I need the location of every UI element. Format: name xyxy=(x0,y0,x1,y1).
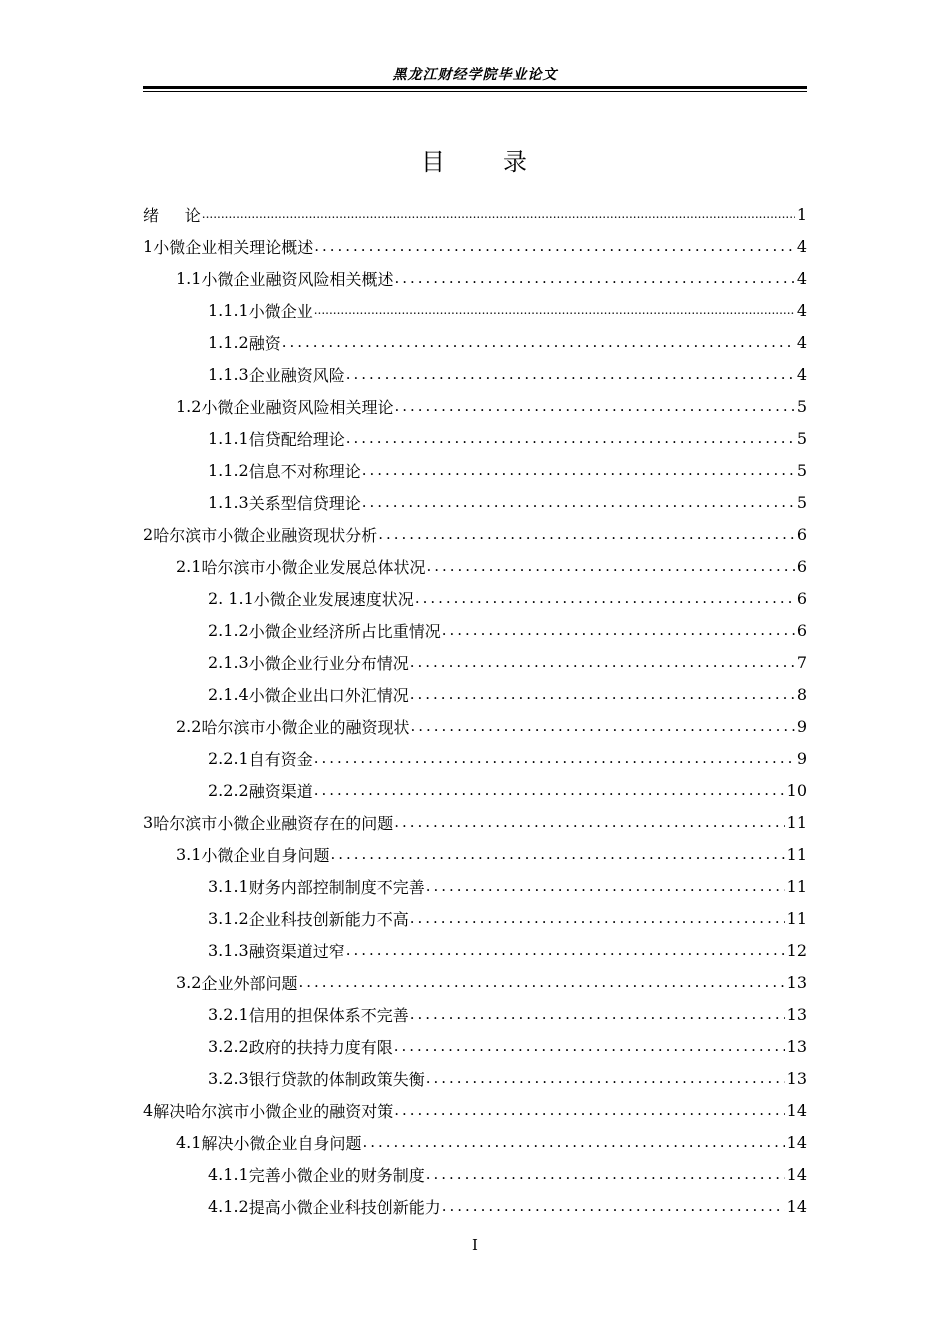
toc-dot-leader xyxy=(346,941,785,959)
toc-heading-part2: 录 xyxy=(503,148,529,176)
toc-dot-leader xyxy=(410,717,794,735)
toc-entry-number: 4.1.2 xyxy=(208,1196,249,1216)
toc-entry[interactable] xyxy=(143,486,807,518)
toc-entry-page: 13 xyxy=(786,1036,807,1056)
toc-entry-label: 融资渠道 xyxy=(248,781,313,801)
toc-entry-number: 2.1.2 xyxy=(208,620,249,640)
toc-entry-page: 4 xyxy=(796,300,807,320)
toc-entry-label: 小微企业行业分布情况 xyxy=(248,653,409,673)
toc-dot-leader xyxy=(346,429,795,447)
toc-entry[interactable] xyxy=(143,390,807,422)
toc-entry-label: 融资 xyxy=(248,333,281,353)
toc-entry-number: 2.2.1 xyxy=(208,748,249,768)
toc-entry[interactable] xyxy=(143,1158,807,1190)
toc-dot-leader xyxy=(394,269,794,287)
toc-entry-number: 1.2 xyxy=(176,396,202,416)
toc-entry-number: 4 xyxy=(143,1100,154,1120)
running-header: 黑龙江财经学院毕业论文 xyxy=(392,67,558,83)
toc-entry-page: 4 xyxy=(796,332,807,352)
toc-entry-page: 5 xyxy=(796,492,807,512)
toc-entry-number: 2 xyxy=(143,524,154,544)
toc-entry-number: 1.1 xyxy=(176,268,202,288)
toc-entry-page: 14 xyxy=(786,1164,807,1184)
toc-heading xyxy=(143,142,807,177)
toc-entry-label: 企业外部问题 xyxy=(201,973,298,993)
toc-entry-label: 解决哈尔滨市小微企业的融资对策 xyxy=(153,1101,394,1121)
toc-entry-number: 3.1 xyxy=(176,844,202,864)
toc-entry-label: 政府的扶持力度有限 xyxy=(248,1037,393,1057)
toc-entry[interactable] xyxy=(143,358,807,390)
toc-entry[interactable] xyxy=(143,518,807,550)
toc-list xyxy=(143,198,807,1222)
toc-entry-page: 5 xyxy=(796,460,807,480)
toc-entry-page: 4 xyxy=(796,364,807,384)
toc-entry-number: 1 xyxy=(143,236,154,256)
toc-entry-label: 论 xyxy=(184,205,201,225)
toc-entry-number: 3.2.3 xyxy=(208,1068,249,1088)
toc-entry-page: 6 xyxy=(796,588,807,608)
toc-dot-leader xyxy=(442,1197,785,1215)
toc-entry-page: 11 xyxy=(786,812,807,832)
toc-dot-leader xyxy=(314,749,795,767)
toc-dot-leader xyxy=(362,461,795,479)
toc-entry-label: 企业科技创新能力不高 xyxy=(248,909,409,929)
toc-entry-number: 2.1.3 xyxy=(208,652,249,672)
toc-dot-leader xyxy=(394,1037,785,1055)
toc-entry-page: 11 xyxy=(786,908,807,928)
toc-dot-leader xyxy=(415,589,795,607)
toc-entry[interactable] xyxy=(143,550,807,582)
toc-entry-page: 6 xyxy=(796,524,807,544)
toc-entry[interactable] xyxy=(143,934,807,966)
toc-entry-number: 3 xyxy=(143,812,154,832)
toc-dot-leader xyxy=(394,397,794,415)
toc-entry-label: 小微企业出口外汇情况 xyxy=(248,685,409,705)
toc-entry-number: 1.1.1 xyxy=(208,300,249,320)
toc-entry[interactable] xyxy=(143,198,807,230)
toc-entry[interactable] xyxy=(143,1094,807,1126)
toc-entry-label: 完善小微企业的财务制度 xyxy=(248,1165,425,1185)
toc-entry-page: 14 xyxy=(786,1196,807,1216)
toc-entry-number: 3.2.1 xyxy=(208,1004,249,1024)
toc-entry[interactable] xyxy=(143,326,807,358)
toc-entry-number: 3.1.1 xyxy=(208,876,249,896)
toc-dot-leader xyxy=(442,621,795,639)
toc-dot-leader xyxy=(346,365,795,383)
toc-entry-page: 4 xyxy=(796,236,807,256)
toc-entry-page: 9 xyxy=(796,748,807,768)
toc-entry[interactable] xyxy=(143,262,807,294)
toc-entry-page: 5 xyxy=(796,396,807,416)
toc-entry-number: 3.2.2 xyxy=(208,1036,249,1056)
toc-entry[interactable] xyxy=(143,1126,807,1158)
toc-entry-number: 2.2.2 xyxy=(208,780,249,800)
toc-entry-page: 7 xyxy=(796,652,807,672)
toc-entry-page: 11 xyxy=(786,844,807,864)
toc-entry-number: 3.2 xyxy=(176,972,202,992)
toc-entry-page: 12 xyxy=(786,940,807,960)
toc-entry[interactable] xyxy=(143,806,807,838)
toc-entry-page: 9 xyxy=(796,716,807,736)
toc-entry-number: 1.1.2 xyxy=(208,460,249,480)
toc-entry-page: 14 xyxy=(786,1100,807,1120)
toc-dot-leader xyxy=(314,237,795,255)
toc-entry-number: 绪 xyxy=(143,205,160,225)
toc-entry-page: 13 xyxy=(786,1068,807,1088)
toc-entry-label: 信息不对称理论 xyxy=(248,461,361,481)
toc-dot-leader xyxy=(314,781,785,799)
toc-entry-label: 小微企业融资风险相关理论 xyxy=(201,397,394,417)
toc-dot-leader xyxy=(410,909,785,927)
toc-entry-number: 4.1.1 xyxy=(208,1164,249,1184)
toc-entry-page: 4 xyxy=(796,268,807,288)
toc-dot-leader xyxy=(314,303,795,317)
toc-entry-label: 信贷配给理论 xyxy=(248,429,345,449)
toc-entry[interactable] xyxy=(143,1062,807,1094)
toc-dot-leader xyxy=(394,1101,784,1119)
toc-dot-leader xyxy=(298,973,784,991)
toc-entry-label: 企业融资风险 xyxy=(248,365,345,385)
toc-entry-label: 小微企业融资风险相关概述 xyxy=(201,269,394,289)
toc-entry-page: 10 xyxy=(786,780,807,800)
page-number: I xyxy=(472,1236,478,1254)
toc-entry-label: 小微企业自身问题 xyxy=(201,845,330,865)
toc-entry-number: 1.1.3 xyxy=(208,364,249,384)
toc-entry-label: 哈尔滨市小微企业融资存在的问题 xyxy=(153,813,394,833)
toc-entry-label: 自有资金 xyxy=(248,749,313,769)
header-rule-thick xyxy=(143,86,807,89)
toc-entry-label: 信用的担保体系不完善 xyxy=(248,1005,409,1025)
toc-entry-page: 1 xyxy=(796,204,807,224)
toc-entry-number: 1.1.3 xyxy=(208,492,249,512)
toc-entry-page: 13 xyxy=(786,972,807,992)
toc-entry[interactable] xyxy=(143,742,807,774)
toc-entry-label: 小微企业 xyxy=(248,301,313,321)
toc-entry-number: 2.1.4 xyxy=(208,684,249,704)
toc-entry-page: 11 xyxy=(786,876,807,896)
toc-entry-label: 哈尔滨市小微企业发展总体状况 xyxy=(201,557,426,577)
toc-dot-leader xyxy=(410,685,795,703)
toc-entry[interactable] xyxy=(143,1030,807,1062)
toc-entry-number: 3.1.2 xyxy=(208,908,249,928)
toc-entry-number: 1.1.2 xyxy=(208,332,249,352)
toc-entry[interactable] xyxy=(143,998,807,1030)
toc-entry-label: 小微企业相关理论概述 xyxy=(153,237,314,257)
toc-dot-leader xyxy=(330,845,784,863)
toc-entry-label: 融资渠道过窄 xyxy=(248,941,345,961)
toc-dot-leader xyxy=(426,877,785,895)
toc-entry[interactable] xyxy=(143,838,807,870)
toc-heading-part1: 目 xyxy=(421,148,447,176)
header-rule-thin xyxy=(143,91,807,92)
toc-entry-page: 6 xyxy=(796,620,807,640)
toc-dot-leader xyxy=(426,1069,785,1087)
toc-entry-number: 1.1.1 xyxy=(208,428,249,448)
toc-entry[interactable] xyxy=(143,870,807,902)
toc-entry-label: 财务内部控制制度不完善 xyxy=(248,877,425,897)
toc-entry-label: 小微企业经济所占比重情况 xyxy=(248,621,441,641)
toc-entry-number: 2. 1.1 xyxy=(208,588,254,608)
toc-dot-leader xyxy=(426,557,794,575)
toc-entry[interactable] xyxy=(143,902,807,934)
toc-entry-page: 8 xyxy=(796,684,807,704)
toc-entry[interactable] xyxy=(143,678,807,710)
toc-dot-leader xyxy=(202,207,795,221)
toc-dot-leader xyxy=(410,653,795,671)
toc-entry[interactable] xyxy=(143,614,807,646)
toc-entry-label: 哈尔滨市小微企业的融资现状 xyxy=(201,717,410,737)
toc-entry[interactable] xyxy=(143,646,807,678)
toc-entry-label: 银行贷款的体制政策失衡 xyxy=(248,1069,425,1089)
toc-entry-label: 提高小微企业科技创新能力 xyxy=(248,1197,441,1217)
toc-entry-page: 6 xyxy=(796,556,807,576)
toc-dot-leader xyxy=(410,1005,785,1023)
toc-entry[interactable] xyxy=(143,582,807,614)
toc-entry-label: 哈尔滨市小微企业融资现状分析 xyxy=(153,525,378,545)
toc-entry[interactable] xyxy=(143,774,807,806)
toc-dot-leader xyxy=(362,493,795,511)
toc-entry[interactable] xyxy=(143,1190,807,1222)
toc-entry-number: 2.1 xyxy=(176,556,202,576)
toc-entry[interactable] xyxy=(143,294,807,326)
toc-entry[interactable] xyxy=(143,710,807,742)
toc-entry-number: 4.1 xyxy=(176,1132,202,1152)
toc-dot-leader xyxy=(282,333,795,351)
toc-entry[interactable] xyxy=(143,966,807,998)
toc-dot-leader xyxy=(362,1133,784,1151)
toc-entry-page: 14 xyxy=(786,1132,807,1152)
toc-entry-label: 小微企业发展速度状况 xyxy=(253,589,414,609)
toc-entry-page: 5 xyxy=(796,428,807,448)
toc-dot-leader xyxy=(426,1165,785,1183)
toc-dot-leader xyxy=(378,525,795,543)
toc-entry-label: 解决小微企业自身问题 xyxy=(201,1133,362,1153)
toc-entry[interactable] xyxy=(143,230,807,262)
toc-entry-number: 2.2 xyxy=(176,716,202,736)
toc-dot-leader xyxy=(394,813,784,831)
toc-entry-page: 13 xyxy=(786,1004,807,1024)
toc-entry-label: 关系型信贷理论 xyxy=(248,493,361,513)
toc-entry-number: 3.1.3 xyxy=(208,940,249,960)
toc-entry[interactable] xyxy=(143,454,807,486)
toc-entry[interactable] xyxy=(143,422,807,454)
